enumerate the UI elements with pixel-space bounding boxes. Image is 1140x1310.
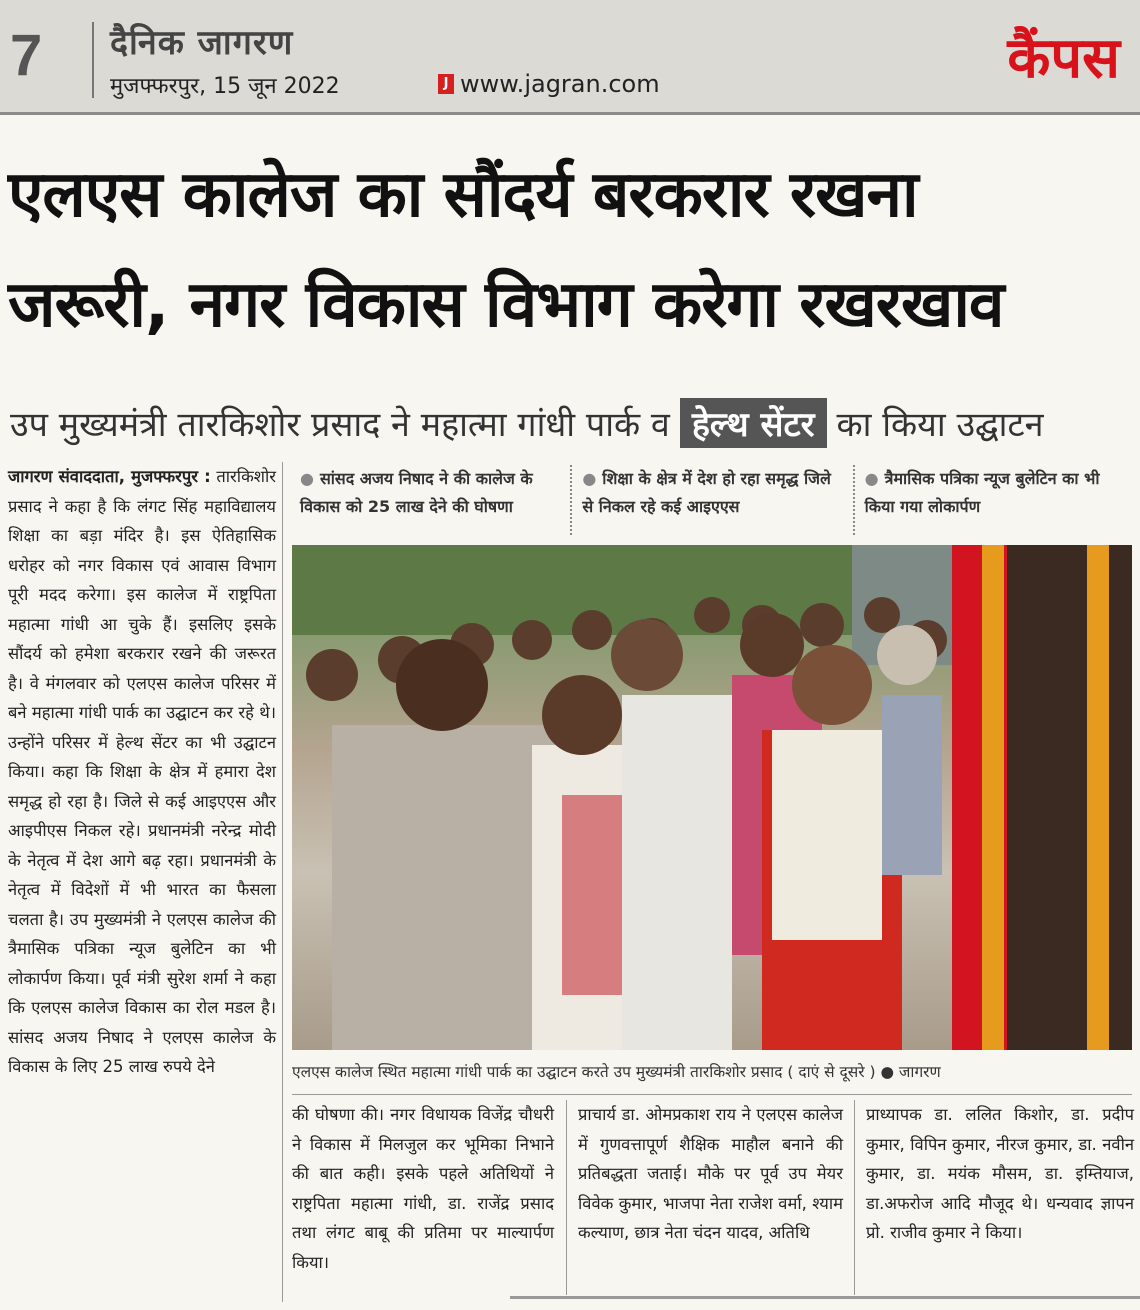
page-number: 7 [10,23,43,88]
story-text-1: तारकिशोर प्रसाद ने कहा है कि लंगट सिंह महाविद्यालय शिक्षा का बड़ा मंदिर है। इस ऐतिहासिक धरोहर को नगर विकास एवं आवास विभाग पूरी मदद करेगा। इस कालेज में राष्ट्रपिता महात्मा गांधी आ चुके हैं। इसलिए इसके सौंदर्य को हमेशा बरकरार रखने की जरूरत है। वे मंगलवार को एलएस कालेज परिसर में बने महात्मा गांधी पार्क का उद्घाटन कर रहे थे। उन्होंने परिसर में हेल्थ सेंटर का भी उद्घाटन किया। कहा कि शिक्षा के क्षेत्र में हमारा देश समृद्ध हो रहा है। जिले से कई आइएएस और आइपीएस निकल रहे। प्रधानमंत्री नरेन्द्र मोदी के नेतृत्व में देश आगे बढ़ रहा। प्रधानमंत्री के नेतृत्व में विदेशों में भी भारत का फैसला चलता है। उप मुख्यमंत्री ने एलएस कालेज की त्रैमासिक पत्रिका न्यूज बुलेटिन का भी लोकार्पण किया। पूर्व मंत्री सुरेश शर्मा ने कहा कि एलएस कालेज विकास का रोल मडल है। सांसद अजय निषाद ने एलएस कालेज के विकास के लिए 25 लाख रुपये देने [8,467,276,1076]
website-link[interactable] [438,70,660,98]
masthead-divider [92,22,94,98]
bottom-rule [510,1296,1140,1299]
newspaper-name: दैनिक जागरण [110,23,294,63]
section-title: कैंपस [1007,26,1120,91]
subheadline-text-1: उप मुख्यमंत्री तारकिशोर प्रसाद ने महात्मा गांधी पार्क व [10,405,670,445]
headline [8,140,1133,360]
headline-line-2: जरूरी, नगर विकास विभाग करेगा रखरखाव [8,268,1004,342]
column-divider [566,1100,567,1295]
photo-caption: एलएस कालेज स्थित महात्मा गांधी पार्क का उद्घाटन करते उप मुख्यमंत्री तारकिशोर प्रसाद ( दाएं से दूसरे ) ● जागरण [292,1063,941,1081]
headline-line-1: एलएस कालेज का सौंदर्य बरकरार रखना [8,158,918,232]
byline: जागरण संवाददाता, मुजफ्फरपुर : [8,467,211,486]
subheadline-text-2: का किया उद्घाटन [836,405,1044,445]
masthead [0,0,1140,115]
caption-divider [292,1094,1132,1095]
highlight-item: ● त्रैमासिक पत्रिका न्यूज बुलेटिन का भी किया गया लोकार्पण [864,469,1100,516]
story-column-3: प्राचार्य डा. ओमप्रकाश राय ने एलएस कालेज में गुणवत्तापूर्ण शैक्षिक माहौल बनाने की प्रतिबद्धता जताई। मौके पर पूर्व उप मेयर विवेक कुमार, भाजपा नेता राजेश वर्मा, श्याम कल्याण, छात्र नेता चंदन यादव, अतिथि [578,1105,843,1242]
bullet-dot-icon: ● [300,469,314,488]
dateline: मुजफ्फरपुर, 15 जून 2022 [110,74,340,99]
news-photo [292,545,1132,1050]
subheadline-highlight: हेल्थ सेंटर [680,398,827,448]
highlights [290,465,1135,535]
highlight-item: ● शिक्षा के क्षेत्र में देश हो रहा समृद्ध जिले से निकल रहे कई आइएएस [572,465,854,535]
story-column-4: प्राध्यापक डा. ललित किशोर, डा. प्रदीप कुमार, विपिन कुमार, नीरज कुमार, डा. नवीन कुमार, डा. मयंक मौसम, डा. इम्तियाज, डा.अफरोज आदि मौजूद थे। धन्यवाद ज्ञापन प्रो. राजीव कुमार ने किया। [866,1105,1134,1242]
bullet-dot-icon: ● [582,469,597,488]
photo-illustration [292,545,1132,1050]
story-column-1 [8,462,276,1302]
jagran-logo-icon: J [438,74,454,94]
highlight-item: ● सांसद अजय निषाद ने की कालेज के विकास को 25 लाख देने की घोषणा [290,465,572,535]
story-column-2: की घोषणा की। नगर विधायक विजेंद्र चौधरी ने विकास में मिलजुल कर भूमिका निभाने की बात कही। इसके पहले अतिथियों ने राष्ट्रपिता महात्मा गांधी, डा. राजेंद्र प्रसाद तथा लंगट बाबू की प्रतिमा पर माल्यार्पण किया। [292,1105,554,1272]
subheadline [10,395,1135,451]
bullet-dot-icon: ● [864,469,879,488]
website-url[interactable]: www.jagran.com [460,70,660,98]
column-divider [282,462,283,1302]
column-divider [854,1100,855,1295]
